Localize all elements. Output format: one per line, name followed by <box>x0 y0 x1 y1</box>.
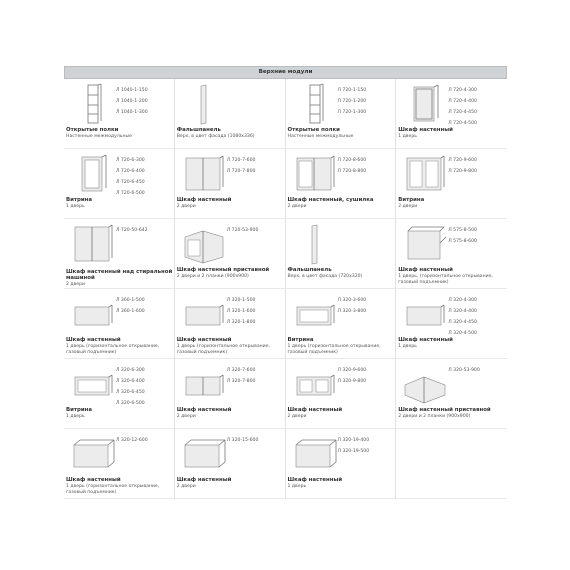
product-title: Витрина <box>66 407 93 413</box>
article-codes <box>227 365 256 387</box>
product-title: Открытые полки <box>66 127 119 133</box>
article-code: Л 320-6-500 <box>116 401 145 406</box>
product-title: Шкаф настенный <box>287 477 343 483</box>
product-description: 1 дверь (горизонтальное открывание, газовый подъемник) <box>287 344 381 355</box>
product-description: 1 дверь <box>287 484 307 489</box>
product-cell <box>175 79 286 149</box>
product-description: 1 дверь <box>398 344 417 349</box>
product-description: 2 двери <box>287 414 307 419</box>
product-description: 2 двери и 2 планки (900x900) <box>398 414 471 419</box>
article-code: Л 720-6-500 <box>116 191 145 196</box>
product-description: Верх, в цвет фасада (720x320) <box>287 274 363 279</box>
article-codes <box>448 295 477 339</box>
article-code: Л 320-6-400 <box>116 379 145 384</box>
article-code: Л 320-19-500 <box>337 449 370 454</box>
product-description: 1 дверь <box>66 204 85 209</box>
product-title: Шкаф настенный приставной <box>398 407 491 413</box>
article-code: Л 720-4-450 <box>448 110 477 115</box>
article-code: Л 720-53-900 <box>226 228 259 233</box>
article-code: Л 720-6-450 <box>116 180 145 185</box>
low-showcase-icon <box>292 293 338 335</box>
article-code: Л 720-1-300 <box>337 110 367 115</box>
product-cell <box>286 219 397 289</box>
washer-cabinet-icon <box>70 223 116 265</box>
article-code: Л 320-1-800 <box>226 320 256 325</box>
article-codes <box>338 435 370 457</box>
product-cell <box>396 429 507 499</box>
article-code: Л 320-4-400 <box>448 309 477 314</box>
product-cell <box>64 149 175 219</box>
article-code: Л 720-1-150 <box>337 88 367 93</box>
showcase-2door-icon <box>402 153 448 195</box>
product-description: 1 дверь (горизонтальное открывание, газовый подъемник) <box>66 484 160 495</box>
product-title: Шкаф настенный <box>176 197 232 203</box>
catalog-sheet <box>64 66 507 498</box>
product-cell <box>175 219 286 289</box>
product-cell <box>396 359 507 429</box>
article-codes <box>448 365 480 376</box>
article-code: Л 320-12-600 <box>116 438 148 443</box>
product-cell <box>64 429 175 499</box>
product-cell <box>286 289 397 359</box>
article-code: Л 720-7-600 <box>226 158 256 163</box>
product-title: Шкаф настенный <box>176 407 232 413</box>
product-title: Фальшпанель <box>176 127 221 133</box>
article-code: Л 720-1-200 <box>337 99 367 104</box>
article-code: Л 1040-1-300 <box>116 110 148 115</box>
article-code: Л 320-4-500 <box>448 331 477 336</box>
lift-cabinet-icon <box>402 223 448 265</box>
product-title: Шкаф настенный, сушилка <box>287 197 374 203</box>
article-code: Л 1040-1-150 <box>116 88 148 93</box>
product-title: Шкаф настенный <box>66 337 121 343</box>
article-code: Л 720-8-800 <box>337 169 367 174</box>
low-cabinet-2door-icon <box>181 363 227 405</box>
product-title: Шкаф настенный приставной <box>176 267 270 273</box>
low-cabinet-icon <box>181 293 227 335</box>
product-title: Шкаф настенный <box>398 337 453 343</box>
article-codes <box>448 85 477 129</box>
product-cell <box>396 79 507 149</box>
article-codes <box>448 155 477 177</box>
product-cell <box>175 359 286 429</box>
product-title: Шкаф настенный <box>398 127 453 133</box>
product-cell <box>396 149 507 219</box>
article-code: Л 575-8-600 <box>448 239 477 244</box>
article-code: Л 575-8-500 <box>448 228 477 233</box>
article-codes <box>116 435 148 446</box>
article-codes <box>227 435 259 446</box>
article-codes <box>338 365 367 387</box>
product-description: 1 дверь (горизонтальное открывание, газовый подъемник) <box>176 344 270 355</box>
article-code: Л 320-7-600 <box>226 368 256 373</box>
wall-cabinet-2door-icon <box>181 153 227 195</box>
product-description: Настенные межмодульные <box>287 134 354 139</box>
article-codes <box>227 155 256 177</box>
product-title: Витрина <box>398 197 425 203</box>
article-code: Л 360-1-600 <box>116 309 145 314</box>
article-codes <box>116 365 145 409</box>
article-code: Л 320-3-800 <box>337 309 367 314</box>
article-code: Л 320-6-450 <box>116 390 145 395</box>
article-code: Л 720-9-600 <box>448 158 477 163</box>
article-code: Л 320-4-450 <box>448 320 477 325</box>
wall-cabinet-icon <box>402 83 448 125</box>
product-title: Шкаф настенный <box>398 267 453 273</box>
deep-cabinet-icon <box>181 433 227 475</box>
article-code: Л 320-3-600 <box>337 298 367 303</box>
deep-cabinet-icon <box>70 433 116 475</box>
article-code: Л 320-4-300 <box>448 298 477 303</box>
product-description: 2 двери <box>398 204 418 209</box>
article-code: Л 320-53-900 <box>448 368 480 373</box>
product-description: 1 дверь <box>398 134 417 139</box>
article-code: Л 720-6-300 <box>116 158 145 163</box>
product-title: Шкаф настенный <box>176 477 232 483</box>
article-codes <box>116 85 148 118</box>
article-codes <box>116 225 148 236</box>
product-cell <box>396 219 507 289</box>
article-code: Л 720-50-642 <box>116 228 148 233</box>
product-cell <box>286 79 397 149</box>
article-code: Л 720-4-500 <box>448 121 477 126</box>
article-codes <box>338 155 367 177</box>
article-code: Л 320-19-400 <box>337 438 370 443</box>
product-title: Фальшпанель <box>287 267 332 273</box>
product-title: Витрина <box>66 197 93 203</box>
product-title: Витрина <box>287 337 314 343</box>
open-shelf-icon <box>70 83 116 125</box>
product-description: 1 дверь (горизонтальное открывание, газовый подъемник) <box>66 344 160 355</box>
dryer-cabinet-icon <box>292 153 338 195</box>
article-codes <box>227 225 259 236</box>
article-code: Л 720-8-600 <box>337 158 367 163</box>
product-cell <box>64 219 175 289</box>
article-codes <box>116 155 145 199</box>
product-cell <box>175 289 286 359</box>
product-description: Настенные межмодульные <box>66 134 132 139</box>
product-description: 1 дверь <box>66 414 85 419</box>
article-code: Л 320-1-500 <box>226 298 256 303</box>
low-showcase-icon <box>70 363 116 405</box>
product-title: Шкаф настенный <box>176 337 232 343</box>
article-code: Л 320-1-600 <box>226 309 256 314</box>
article-code: Л 720-9-800 <box>448 169 477 174</box>
article-codes <box>448 225 477 247</box>
product-title: Шкаф настенный над стиральной машиной <box>66 269 173 281</box>
article-code: Л 720-7-800 <box>226 169 256 174</box>
product-cell <box>286 149 397 219</box>
article-code: Л 360-1-500 <box>116 298 145 303</box>
product-description: 2 двери <box>176 204 196 209</box>
article-codes <box>116 295 145 317</box>
article-code: Л 320-6-300 <box>116 368 145 373</box>
product-cell <box>396 289 507 359</box>
product-cell <box>286 429 397 499</box>
corner-cabinet-icon <box>181 223 227 265</box>
product-title: Открытые полки <box>287 127 340 133</box>
product-cell <box>175 149 286 219</box>
product-cell <box>286 359 397 429</box>
product-title: Шкаф настенный <box>66 477 121 483</box>
article-codes <box>338 85 367 118</box>
low-cabinet-icon <box>70 293 116 335</box>
low-cabinet-icon <box>402 293 448 335</box>
article-codes <box>338 295 367 317</box>
article-code: Л 320-15-600 <box>226 438 259 443</box>
article-code: Л 320-9-800 <box>337 379 367 384</box>
article-code: Л 720-4-300 <box>448 88 477 93</box>
false-panel-icon <box>181 83 227 125</box>
product-cell <box>64 289 175 359</box>
product-cell <box>175 429 286 499</box>
article-code: Л 320-9-600 <box>337 368 367 373</box>
product-title: Шкаф настенный <box>287 407 343 413</box>
article-code: Л 720-4-400 <box>448 99 477 104</box>
low-showcase-2door-icon <box>292 363 338 405</box>
article-code: Л 320-7-800 <box>226 379 256 384</box>
product-description: 2 двери <box>176 414 196 419</box>
product-grid <box>64 79 507 499</box>
product-description: 2 двери <box>66 282 85 287</box>
article-code: Л 1040-1-200 <box>116 99 148 104</box>
section-header: Верхние модули <box>64 66 507 79</box>
product-cell <box>64 359 175 429</box>
product-description: Верх, в цвет фасада (1080x336) <box>176 134 255 139</box>
deep-cabinet-icon <box>292 433 338 475</box>
product-cell <box>64 79 175 149</box>
false-panel-icon <box>292 223 338 265</box>
product-description: 2 двери <box>176 484 196 489</box>
product-description: 1 дверь, (горизонтальное открывание, газовый подъемник) <box>398 274 493 285</box>
article-codes <box>227 295 256 328</box>
article-code: Л 720-6-400 <box>116 169 145 174</box>
open-shelf-icon <box>292 83 338 125</box>
low-corner-cabinet-icon <box>402 363 448 405</box>
showcase-icon <box>70 153 116 195</box>
product-description: 2 двери <box>287 204 307 209</box>
product-description: 2 двери и 2 планки (900x900) <box>176 274 249 279</box>
